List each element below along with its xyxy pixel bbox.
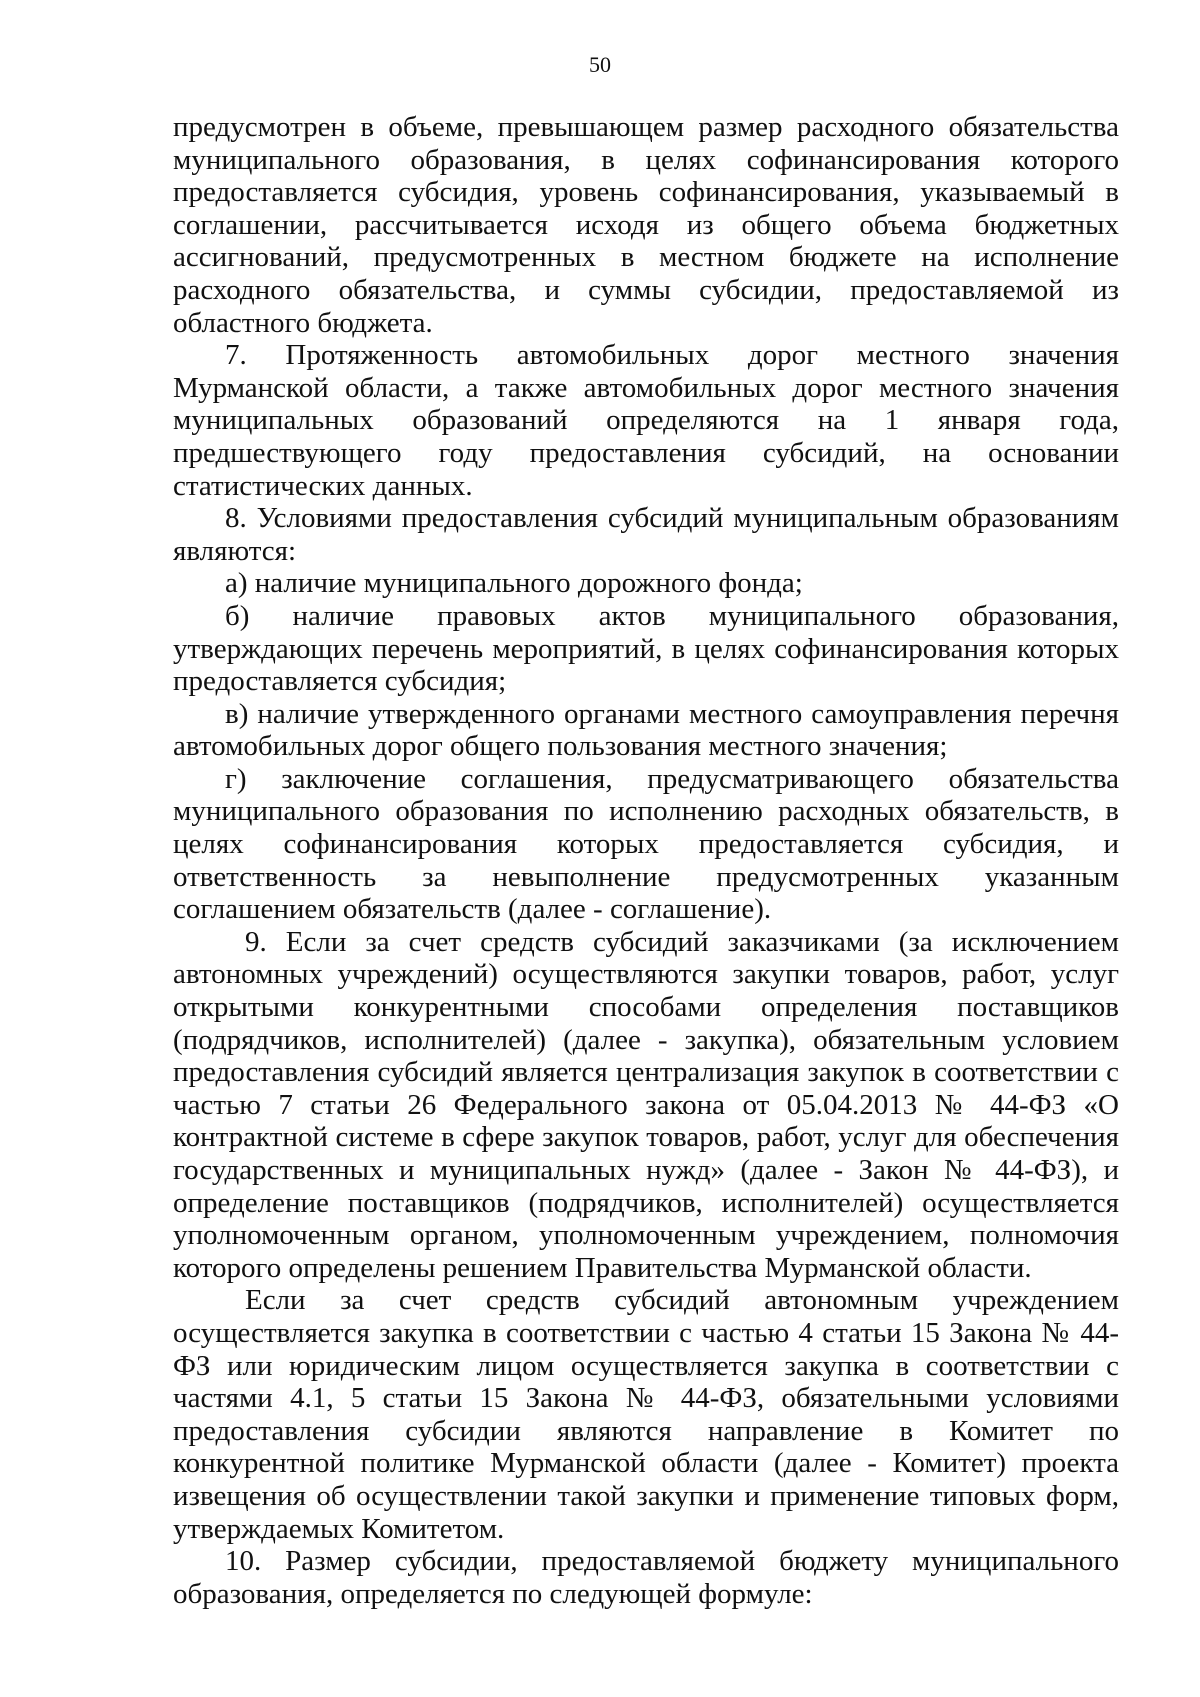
paragraph-8v: в) наличие утвержденного органами местного самоуправления перечня автомобильных дорог общего пользования местного значения; — [173, 697, 1119, 763]
document-body — [173, 111, 1119, 1610]
paragraph-continuation: предусмотрен в объеме, превышающем размер расходного обязательства муниципального образования, в целях софинансирования которого предоставляется субсидия, уровень софинансирования, указываемый в соглашении, рассчитывается исходя из общего объема бюджетных ассигнований, предусмотренных в местном бюджете на исполнение расходного обязательства, и суммы субсидии, предоставляемой из областного бюджета. — [173, 111, 1119, 339]
paragraph-9-continued: Если за счет средств субсидий автономным учреждением осуществляется закупка в соответствии с частью 4 статьи 15 Закона № 44-ФЗ или юридическим лицом осуществляется закупка в соответствии с частями 4.1, 5 статьи 15 Закона № 44-ФЗ, обязательными условиями предоставления субсидии являются направление в Комитет по конкурентной политике Мурманской области (далее - Комитет) проекта извещения об осуществлении такой закупки и применение типовых форм, утверждаемых Комитетом. — [173, 1284, 1119, 1545]
paragraph-8b: б) наличие правовых актов муниципального образования, утверждающих перечень мероприятий, в целях софинансирования которых предоставляется субсидия; — [173, 599, 1119, 698]
paragraph-9: 9. Если за счет средств субсидий заказчиками (за исключением автономных учреждений) осуществляются закупки товаров, работ, услуг открытыми конкурентными способами определения поставщиков (подрядчиков, исполнителей) (далее - закупка), обязательным условием предоставления субсидий является централизация закупок в соответствии с частью 7 статьи 26 Федерального закона от 05.04.2013 № 44-ФЗ «О контрактной системе в сфере закупок товаров, работ, услуг для обеспечения государственных и муниципальных нужд» (далее - Закон № 44-ФЗ), и определение поставщиков (подрядчиков, исполнителей) осуществляется уполномоченным органом, уполномоченным учреждением, полномочия которого определены решением Правительства Мурманской области. — [173, 925, 1119, 1284]
paragraph-8g: г) заключение соглашения, предусматривающего обязательства муниципального образования по исполнению расходных обязательств, в целях софинансирования которых предоставляется субсидия, и ответственность за невыполнение предусмотренных указанным соглашением обязательств (далее - соглашение). — [173, 762, 1119, 926]
paragraph-8: 8. Условиями предоставления субсидий муниципальным образованиям являются: — [173, 502, 1119, 567]
paragraph-7: 7. Протяженность автомобильных дорог местного значения Мурманской области, а также автомобильных дорог местного значения муниципальных образований определяются на 1 января года, предшествующего году предоставления субсидий, на основании статистических данных. — [173, 339, 1119, 502]
paragraph-10: 10. Размер субсидии, предоставляемой бюджету муниципального образования, определяется по следующей формуле: — [173, 1545, 1119, 1610]
paragraph-8a: а) наличие муниципального дорожного фонда; — [225, 567, 803, 600]
page-number: 50 — [589, 52, 611, 77]
